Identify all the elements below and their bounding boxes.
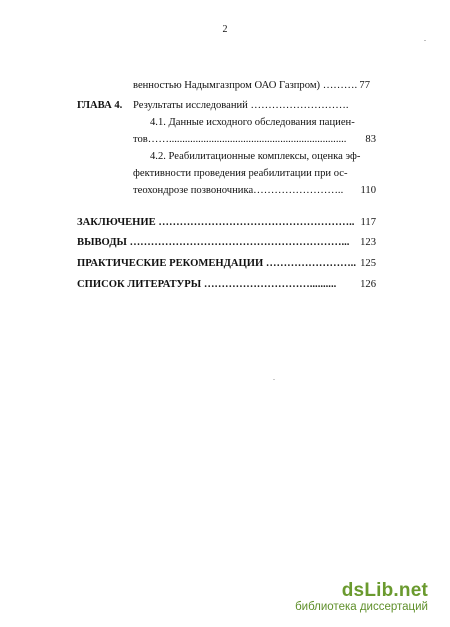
page-number: 2 [222,24,228,35]
toc-section-recommendations: ПРАКТИЧЕСКИЕ РЕКОМЕНДАЦИИ …………………….. [77,258,356,269]
stray-mark: . [273,373,275,382]
toc-entry-text: тов……................................................................... [133,134,347,145]
toc-section-bibliography: СПИСОК ЛИТЕРАТУРЫ ………………………….......... [77,279,337,290]
toc-entry-text: 4.2. Реабилитационные комплексы, оценка эф- [150,151,361,162]
watermark [295,580,428,613]
toc-section-findings: ВЫВОДЫ ……………………………………………………... [77,237,350,248]
toc-entry-page: 126 [360,279,376,290]
toc-section-conclusion: ЗАКЛЮЧЕНИЕ ……………………………………………….. [77,217,355,228]
toc-entry-page: 123 [360,237,376,248]
toc-entry-text: теохондрозе позвоночника…………………….. [133,185,344,196]
toc-entry-text: венностью Надымгазпром ОАО Газпром) ………. [133,80,358,91]
toc-entry-text: 4.1. Данные исходного обследования пациен- [150,117,355,128]
toc-entry-page: 117 [360,217,376,228]
watermark-subtitle: библиотека диссертаций [295,601,428,613]
toc-entry-page: 77 [359,80,370,91]
chapter-label: ГЛАВА 4. [77,100,123,111]
toc-entry-page: 110 [360,185,376,196]
toc-entry-page: 83 [365,134,376,145]
toc-entry-page: 125 [360,258,376,269]
watermark-brand: dsLib.net [341,580,428,601]
corner-mark: . [424,34,426,43]
toc-entry-text: фективности проведения реабилитации при ос- [133,168,348,179]
toc-entry-text: Результаты исследований ………………………. [133,100,349,111]
